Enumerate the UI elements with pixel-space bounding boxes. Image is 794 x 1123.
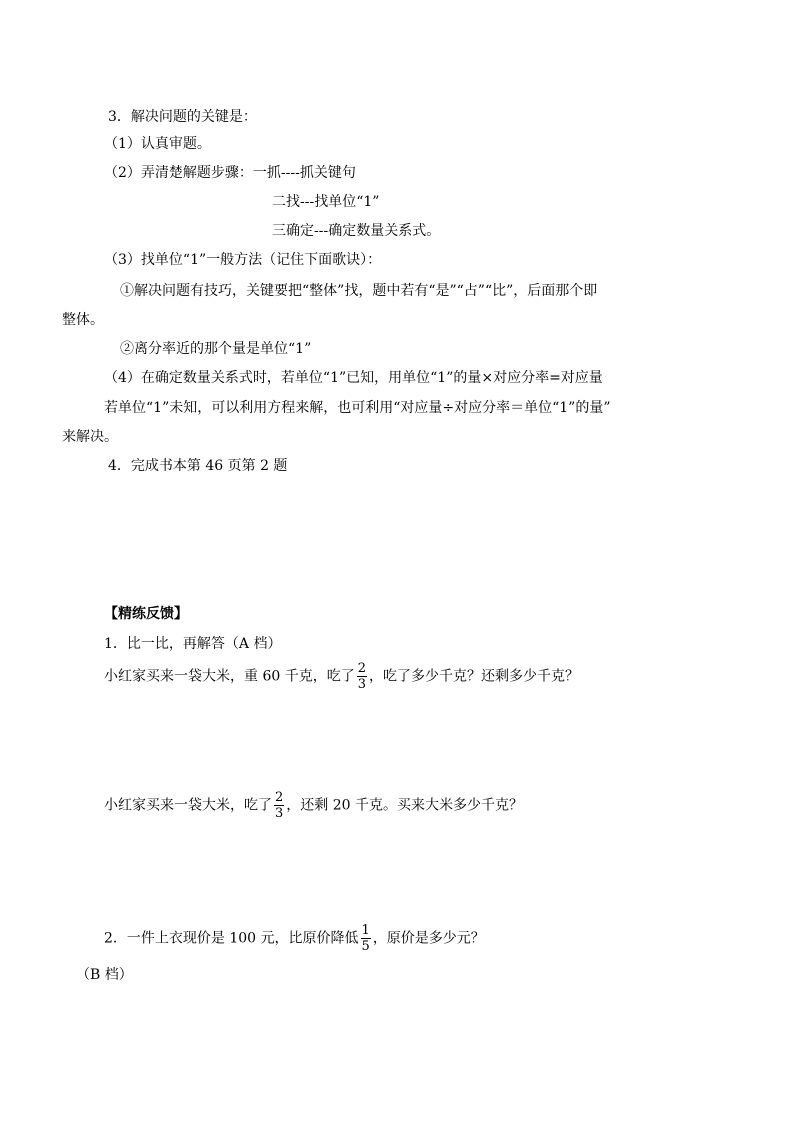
question-2-text-before: 2．一件上衣现价是 100 元，比原价降低 <box>104 930 359 947</box>
section-3-title: 3．解决问题的关键是： <box>108 109 257 125</box>
fraction-two-thirds <box>357 662 367 691</box>
fraction-denominator: 3 <box>357 677 366 692</box>
fraction-one-fifth <box>361 924 371 953</box>
section-3-item-4-line-3: 来解决。 <box>62 429 118 445</box>
question-1a-text-before: 小红家买来一袋大米，重 60 千克，吃了 <box>104 668 355 685</box>
fraction-two-thirds <box>274 791 284 820</box>
question-2-text-after: ，原价是多少元？ <box>372 930 485 947</box>
practice-heading: 【精练反馈】 <box>104 606 188 622</box>
solve-step-1: 一抓----抓关键句 <box>252 165 356 181</box>
section-3-item-2-prefix: （2）弄清楚解题步骤： <box>104 165 253 181</box>
fraction-numerator: 1 <box>361 923 370 938</box>
rule-2: ②离分率近的那个量是单位“1” <box>120 341 312 357</box>
solve-step-2: 二找---找单位“1” <box>272 194 380 210</box>
section-3-item-1: （1）认真审题。 <box>104 136 211 152</box>
question-1a <box>104 662 579 691</box>
solve-step-3: 三确定---确定数量关系式。 <box>272 223 441 239</box>
rule-1-line-2: 整体。 <box>62 312 104 328</box>
fraction-numerator: 2 <box>357 661 366 676</box>
question-1b-text-after: ，还剩 20 千克。买来大米多少千克？ <box>286 797 523 814</box>
question-2 <box>104 924 485 953</box>
section-4-title: 4．完成书本第 46 页第 2 题 <box>108 458 288 474</box>
rule-1-line-1: ①解决问题有技巧，关键要把“整体”找，题中若有“是”“占”“比”，后面那个即 <box>120 283 598 299</box>
section-3-item-4-line-2: 若单位“1”未知，可以利用方程来解，也可利用“对应量÷对应分率＝单位“1”的量” <box>104 400 611 416</box>
fraction-denominator: 3 <box>275 806 284 821</box>
question-1b-text-before: 小红家买来一袋大米，吃了 <box>104 797 272 814</box>
section-3-item-3: （3）找单位“1”一般方法（记住下面歌诀）： <box>104 252 382 268</box>
section-3-item-2 <box>104 164 356 182</box>
fraction-numerator: 2 <box>275 790 284 805</box>
level-b-label: （B 档） <box>76 967 133 983</box>
question-1a-text-after: ，吃了多少千克？还剩多少千克？ <box>369 668 579 685</box>
fraction-denominator: 5 <box>361 939 370 954</box>
section-3-item-4-line-1: （4）在确定数量关系式时，若单位“1”已知，用单位“1”的量×对应分率=对应量 <box>104 370 603 386</box>
question-1-title: 1．比一比，再解答（A 档） <box>104 636 282 652</box>
question-1b <box>104 791 523 820</box>
